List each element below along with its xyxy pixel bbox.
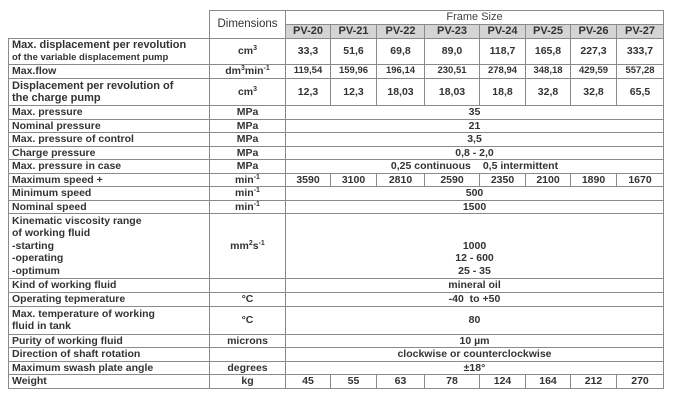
table-row-max-pressure [9,106,664,120]
unit-superscript: -1 [253,187,260,194]
unit-cell [210,79,286,106]
value-cell: 1670 [617,173,664,187]
unit-base: min [235,200,254,213]
value-cell: 124 [480,375,526,389]
table-row-weight [9,375,664,389]
value-intermittent: 0,5 intermittent [482,160,559,172]
unit-base: dm [225,65,241,78]
model-header-pv-26: PV-26 [571,25,617,39]
unit-superscript: 3 [240,65,245,73]
model-header-pv-27: PV-27 [617,25,664,39]
param-label-line1: Max. displacement per revolution [12,39,187,51]
unit-superscript: 2 [248,239,253,247]
unit-base: min [235,173,254,186]
pump-specification-table [8,10,664,389]
unit-cell: MPa [210,119,286,133]
value-cell-all-models: 0,8 - 2,0 [286,146,664,160]
value-cell-all-models: 3,5 [286,133,664,147]
param-label: Max.flow [9,65,210,79]
table-row-purity [9,334,664,348]
value-cell: 32,8 [526,79,571,106]
param-label-line: -operating [12,252,64,265]
unit-base: cm [237,85,254,98]
unit-cell: °C [210,306,286,334]
unit-base: min [235,187,254,199]
param-label: Minimum speed [9,187,210,201]
value-cell: 2810 [377,173,425,187]
value-cell: 165,8 [526,39,571,65]
unit-cell [210,39,286,65]
value-cell-all-models: mineral oil [286,279,664,293]
viscosity-operating: 12 - 600 [455,252,494,264]
unit-base: s [252,239,259,252]
unit-cell: degrees [210,361,286,375]
value-cell: 45 [286,375,331,389]
value-continuous: 0,25 continuous [390,160,471,172]
param-label: Maximum speed + [9,173,210,187]
value-cell: 333,7 [617,39,664,65]
table-row-nominal-pressure [9,119,664,133]
value-cell-all-models [286,160,664,174]
unit-superscript: -1 [258,239,265,247]
param-label-line2: of the variable displacement pump [12,51,169,63]
value-cell: 2590 [425,173,480,187]
table-row-shaft-rotation [9,348,664,362]
value-cell: 270 [617,375,664,389]
param-label: Purity of working fluid [9,334,210,348]
table-row-max-temperature-tank [9,306,664,334]
value-cell-all-models: -40 to +50 [286,292,664,306]
value-cell: 55 [331,375,377,389]
param-label: Kind of working fluid [9,279,210,293]
param-label-line: of working fluid [12,227,91,240]
param-label-line: -optimum [12,264,60,277]
value-cell: 65,5 [617,79,664,106]
value-cell: 227,3 [571,39,617,65]
unit-cell: MPa [210,146,286,160]
param-label-line2: fluid in tank [12,320,71,332]
value-cell: 18,8 [480,79,526,106]
model-header-pv-25: PV-25 [526,25,571,39]
value-cell: 2100 [526,173,571,187]
table-row-kind-of-fluid [9,279,664,293]
model-header-pv-20: PV-20 [286,25,331,39]
param-label-line1: Displacement per revolution of [12,79,174,92]
param-label: Maximum swash plate angle [9,361,210,375]
unit-cell: °C [210,292,286,306]
param-label: Nominal speed [9,200,210,214]
value-cell: 3100 [331,173,377,187]
model-header-pv-22: PV-22 [377,25,425,39]
unit-cell [210,65,286,79]
table-row-kinematic-viscosity [9,214,664,279]
unit-cell: MPa [210,106,286,120]
value-cell-all-models [286,214,664,279]
param-label-line: -starting [12,239,54,252]
value-cell: 164 [526,375,571,389]
param-label [9,79,210,106]
model-header-pv-23: PV-23 [425,25,480,39]
value-cell: 348,18 [526,65,571,79]
unit-base: cm [237,45,254,58]
value-cell: 557,28 [617,65,664,79]
unit-cell [210,173,286,187]
value-cell: 69,8 [377,39,425,65]
viscosity-starting: 1000 [462,239,487,252]
value-cell: 1890 [571,173,617,187]
value-cell-all-models: clockwise or counterclockwise [286,348,664,362]
param-label: Max. pressure [9,106,210,120]
unit-cell: kg [210,375,286,389]
param-label [9,214,210,279]
viscosity-optimum: 25 - 35 [458,264,491,277]
value-cell: 118,7 [480,39,526,65]
param-label: Max. pressure of control [9,133,210,147]
table-row-max-displacement [9,39,664,65]
value-cell: 159,96 [331,65,377,79]
table-row-max-pressure-control [9,133,664,147]
unit-superscript: 3 [253,85,258,93]
value-cell: 33,3 [286,39,331,65]
unit-superscript: -1 [253,200,260,208]
value-cell: 12,3 [331,79,377,106]
table-row-charge-pump-displacement [9,79,664,106]
param-label: Weight [9,375,210,389]
value-cell: 212 [571,375,617,389]
model-header-pv-24: PV-24 [480,25,526,39]
value-cell-all-models: 80 [286,306,664,334]
param-label-line: Kinematic viscosity range [12,214,142,227]
unit-cell: microns [210,334,286,348]
frame-size-header: Frame Size [286,11,664,25]
model-header-pv-21: PV-21 [331,25,377,39]
table-row-swash-plate-angle [9,361,664,375]
param-label: Charge pressure [9,146,210,160]
table-row-maximum-speed [9,173,664,187]
value-cell: 89,0 [425,39,480,65]
value-cell: 2350 [480,173,526,187]
value-cell: 119,54 [286,65,331,79]
value-cell-all-models: 21 [286,119,664,133]
unit-base: min [244,65,264,78]
header-blank-corner [9,11,210,39]
param-label: Direction of shaft rotation [9,348,210,362]
unit-cell [210,279,286,293]
value-cell: 429,59 [571,65,617,79]
param-label: Operating tepmerature [9,292,210,306]
table-row-charge-pressure [9,146,664,160]
value-cell-all-models: ±18° [286,361,664,375]
table-row-max-pressure-in-case [9,160,664,174]
value-cell: 3590 [286,173,331,187]
value-cell: 78 [425,375,480,389]
value-cell: 230,51 [425,65,480,79]
unit-cell [210,187,286,201]
value-cell: 12,3 [286,79,331,106]
value-cell: 51,6 [331,39,377,65]
value-cell-all-models: 500 [286,187,664,201]
table-row-minimum-speed [9,187,664,201]
param-label [9,39,210,65]
value-cell: 196,14 [377,65,425,79]
param-label [9,306,210,334]
unit-superscript: -1 [263,65,270,73]
value-cell-all-models: 1500 [286,200,664,214]
value-cell-all-models: 10 µm [286,334,664,348]
value-cell: 18,03 [425,79,480,106]
value-cell: 18,03 [377,79,425,106]
param-label-line2: the charge pump [12,92,101,104]
table-row-nominal-speed [9,200,664,214]
unit-superscript: -1 [253,173,260,181]
unit-cell: MPa [210,133,286,147]
table-row-max-flow [9,65,664,79]
dimensions-header: Dimensions [210,11,286,39]
value-cell: 32,8 [571,79,617,106]
value-cell-all-models: 35 [286,106,664,120]
value-cell: 63 [377,375,425,389]
unit-superscript: 3 [253,45,258,53]
table-row-operating-temperature [9,292,664,306]
value-cell: 278,94 [480,65,526,79]
unit-cell [210,348,286,362]
unit-cell [210,200,286,214]
param-label: Nominal pressure [9,119,210,133]
unit-cell [210,214,286,279]
unit-cell: MPa [210,160,286,174]
unit-base: mm [230,239,249,252]
param-label-line1: Max. temperature of working [12,307,155,320]
param-label: Max. pressure in case [9,160,210,174]
